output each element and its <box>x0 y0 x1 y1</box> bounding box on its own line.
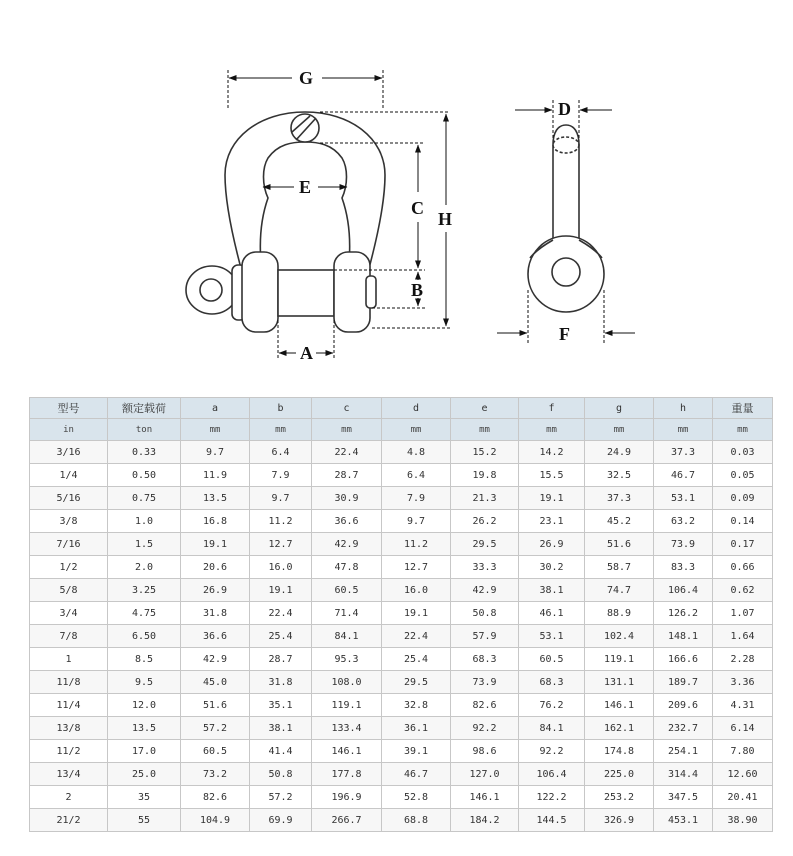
table-row <box>30 763 773 786</box>
table-cell: 453.1 <box>654 809 713 832</box>
table-cell: 174.8 <box>585 740 654 763</box>
table-cell: 106.4 <box>654 579 713 602</box>
table-cell: 0.66 <box>713 556 773 579</box>
table-body <box>30 441 773 832</box>
table-cell: 19.1 <box>181 533 250 556</box>
table-cell: 209.6 <box>654 694 713 717</box>
table-cell: 37.3 <box>654 441 713 464</box>
column-unit: mm <box>451 419 519 441</box>
table-cell: 35 <box>108 786 181 809</box>
table-cell: 7.9 <box>250 464 312 487</box>
table-cell: 11/4 <box>30 694 108 717</box>
column-header: 型号 <box>30 398 108 419</box>
table-cell: 13/4 <box>30 763 108 786</box>
table-cell: 0.17 <box>713 533 773 556</box>
table-row <box>30 740 773 763</box>
table-cell: 12.7 <box>382 556 451 579</box>
table-cell: 82.6 <box>181 786 250 809</box>
table-cell: 21.3 <box>451 487 519 510</box>
shackle-spec-table <box>29 397 773 832</box>
table-cell: 42.9 <box>181 648 250 671</box>
column-unit: mm <box>382 419 451 441</box>
table-cell: 11.9 <box>181 464 250 487</box>
table-cell: 32.5 <box>585 464 654 487</box>
table-cell: 13/8 <box>30 717 108 740</box>
table-cell: 30.9 <box>312 487 382 510</box>
table-cell: 58.7 <box>585 556 654 579</box>
table-cell: 36.1 <box>382 717 451 740</box>
column-header: b <box>250 398 312 419</box>
table-cell: 55 <box>108 809 181 832</box>
table-cell: 127.0 <box>451 763 519 786</box>
shackle-side-view <box>528 125 604 312</box>
table-cell: 31.8 <box>181 602 250 625</box>
table-cell: 36.6 <box>312 510 382 533</box>
table-cell: 21/2 <box>30 809 108 832</box>
table-cell: 314.4 <box>654 763 713 786</box>
table-row <box>30 671 773 694</box>
table-cell: 47.8 <box>312 556 382 579</box>
dimension-label-h: H <box>438 209 453 229</box>
table-cell: 63.2 <box>654 510 713 533</box>
table-cell: 4.31 <box>713 694 773 717</box>
table-cell: 1 <box>30 648 108 671</box>
table-cell: 102.4 <box>585 625 654 648</box>
table-cell: 41.4 <box>250 740 312 763</box>
table-cell: 12.60 <box>713 763 773 786</box>
table-cell: 52.8 <box>382 786 451 809</box>
table-cell: 24.9 <box>585 441 654 464</box>
table-cell: 19.1 <box>250 579 312 602</box>
table-cell: 31.8 <box>250 671 312 694</box>
table-cell: 148.1 <box>654 625 713 648</box>
table-cell: 3.25 <box>108 579 181 602</box>
table-cell: 254.1 <box>654 740 713 763</box>
table-cell: 3/8 <box>30 510 108 533</box>
table-cell: 38.1 <box>519 579 585 602</box>
column-unit: in <box>30 419 108 441</box>
table-cell: 28.7 <box>312 464 382 487</box>
table-cell: 5/16 <box>30 487 108 510</box>
table-cell: 1.5 <box>108 533 181 556</box>
table-cell: 57.2 <box>250 786 312 809</box>
column-unit: mm <box>312 419 382 441</box>
table-cell: 1.0 <box>108 510 181 533</box>
table-cell: 166.6 <box>654 648 713 671</box>
column-unit: mm <box>654 419 713 441</box>
table-cell: 7/16 <box>30 533 108 556</box>
table-cell: 25.0 <box>108 763 181 786</box>
table-cell: 45.0 <box>181 671 250 694</box>
table-cell: 0.09 <box>713 487 773 510</box>
table-cell: 126.2 <box>654 602 713 625</box>
table-cell: 133.4 <box>312 717 382 740</box>
table-cell: 98.6 <box>451 740 519 763</box>
shackle-front-view <box>186 112 385 332</box>
table-cell: 19.1 <box>519 487 585 510</box>
table-cell: 23.1 <box>519 510 585 533</box>
table-row <box>30 717 773 740</box>
table-cell: 6.4 <box>382 464 451 487</box>
table-cell: 29.5 <box>451 533 519 556</box>
table-cell: 11/8 <box>30 671 108 694</box>
column-header: h <box>654 398 713 419</box>
table-cell: 26.2 <box>451 510 519 533</box>
table-cell: 16.0 <box>382 579 451 602</box>
table-cell: 39.1 <box>382 740 451 763</box>
table-cell: 30.2 <box>519 556 585 579</box>
table-cell: 13.5 <box>108 717 181 740</box>
table-cell: 7.80 <box>713 740 773 763</box>
table-cell: 51.6 <box>181 694 250 717</box>
table-cell: 46.1 <box>519 602 585 625</box>
table-cell: 326.9 <box>585 809 654 832</box>
table-cell: 15.2 <box>451 441 519 464</box>
dimension-label-b: B <box>411 280 424 300</box>
table-cell: 57.9 <box>451 625 519 648</box>
table-cell: 19.1 <box>382 602 451 625</box>
table-cell: 22.4 <box>250 602 312 625</box>
column-header: d <box>382 398 451 419</box>
table-cell: 26.9 <box>519 533 585 556</box>
table-cell: 42.9 <box>312 533 382 556</box>
table-cell: 25.4 <box>382 648 451 671</box>
table-cell: 1.64 <box>713 625 773 648</box>
table-cell: 46.7 <box>654 464 713 487</box>
table-cell: 15.5 <box>519 464 585 487</box>
table-cell: 74.7 <box>585 579 654 602</box>
table-row <box>30 556 773 579</box>
table-cell: 50.8 <box>250 763 312 786</box>
dimension-label-a: A <box>300 343 313 363</box>
table-cell: 17.0 <box>108 740 181 763</box>
table-cell: 51.6 <box>585 533 654 556</box>
table-cell: 60.5 <box>181 740 250 763</box>
table-cell: 108.0 <box>312 671 382 694</box>
table-cell: 69.9 <box>250 809 312 832</box>
table-cell: 119.1 <box>585 648 654 671</box>
table-cell: 11.2 <box>382 533 451 556</box>
table-cell: 22.4 <box>312 441 382 464</box>
table-cell: 25.4 <box>250 625 312 648</box>
table-cell: 33.3 <box>451 556 519 579</box>
table-cell: 0.33 <box>108 441 181 464</box>
column-header: c <box>312 398 382 419</box>
table-cell: 6.4 <box>250 441 312 464</box>
table-cell: 144.5 <box>519 809 585 832</box>
table-cell: 0.03 <box>713 441 773 464</box>
table-cell: 92.2 <box>519 740 585 763</box>
dimension-label-d: D <box>558 99 571 119</box>
table-cell: 12.0 <box>108 694 181 717</box>
table-cell: 122.2 <box>519 786 585 809</box>
table-cell: 0.62 <box>713 579 773 602</box>
table-cell: 46.7 <box>382 763 451 786</box>
table-cell: 36.6 <box>181 625 250 648</box>
table-cell: 225.0 <box>585 763 654 786</box>
table-cell: 14.2 <box>519 441 585 464</box>
table-cell: 19.8 <box>451 464 519 487</box>
table-cell: 104.9 <box>181 809 250 832</box>
table-header-row <box>30 398 773 419</box>
table-cell: 88.9 <box>585 602 654 625</box>
table-row <box>30 579 773 602</box>
table-row <box>30 533 773 556</box>
table-cell: 68.8 <box>382 809 451 832</box>
table-cell: 196.9 <box>312 786 382 809</box>
table-cell: 22.4 <box>382 625 451 648</box>
table-cell: 1/4 <box>30 464 108 487</box>
table-cell: 4.8 <box>382 441 451 464</box>
table-cell: 177.8 <box>312 763 382 786</box>
table-cell: 60.5 <box>312 579 382 602</box>
table-cell: 20.41 <box>713 786 773 809</box>
table-cell: 131.1 <box>585 671 654 694</box>
table-row <box>30 510 773 533</box>
table-cell: 266.7 <box>312 809 382 832</box>
table-cell: 7.9 <box>382 487 451 510</box>
table-cell: 0.75 <box>108 487 181 510</box>
table-cell: 76.2 <box>519 694 585 717</box>
column-header: g <box>585 398 654 419</box>
table-cell: 73.9 <box>451 671 519 694</box>
table-row <box>30 648 773 671</box>
table-cell: 83.3 <box>654 556 713 579</box>
table-cell: 6.14 <box>713 717 773 740</box>
table-cell: 0.50 <box>108 464 181 487</box>
table-cell: 4.75 <box>108 602 181 625</box>
table-cell: 71.4 <box>312 602 382 625</box>
column-unit: mm <box>585 419 654 441</box>
table-cell: 2.0 <box>108 556 181 579</box>
table-cell: 2.28 <box>713 648 773 671</box>
table-cell: 0.05 <box>713 464 773 487</box>
table-cell: 1.07 <box>713 602 773 625</box>
table-cell: 2 <box>30 786 108 809</box>
table-cell: 9.7 <box>181 441 250 464</box>
column-header: 额定载荷 <box>108 398 181 419</box>
table-cell: 5/8 <box>30 579 108 602</box>
table-cell: 95.3 <box>312 648 382 671</box>
table-cell: 26.9 <box>181 579 250 602</box>
dimension-label-g: G <box>299 68 314 88</box>
table-row <box>30 487 773 510</box>
shackle-diagram <box>0 0 793 375</box>
table-cell: 32.8 <box>382 694 451 717</box>
table-cell: 73.9 <box>654 533 713 556</box>
table-cell: 9.7 <box>382 510 451 533</box>
table-cell: 68.3 <box>451 648 519 671</box>
table-cell: 146.1 <box>451 786 519 809</box>
table-cell: 68.3 <box>519 671 585 694</box>
table-row <box>30 694 773 717</box>
column-header: f <box>519 398 585 419</box>
table-cell: 42.9 <box>451 579 519 602</box>
table-cell: 253.2 <box>585 786 654 809</box>
table-cell: 16.8 <box>181 510 250 533</box>
table-cell: 29.5 <box>382 671 451 694</box>
table-cell: 53.1 <box>519 625 585 648</box>
column-header: 重量 <box>713 398 773 419</box>
table-cell: 184.2 <box>451 809 519 832</box>
table-cell: 50.8 <box>451 602 519 625</box>
table-cell: 37.3 <box>585 487 654 510</box>
table-row <box>30 809 773 832</box>
column-unit: mm <box>713 419 773 441</box>
table-cell: 232.7 <box>654 717 713 740</box>
table-row <box>30 625 773 648</box>
column-unit: mm <box>519 419 585 441</box>
table-cell: 3.36 <box>713 671 773 694</box>
table-row <box>30 464 773 487</box>
table-cell: 57.2 <box>181 717 250 740</box>
table-cell: 35.1 <box>250 694 312 717</box>
table-cell: 189.7 <box>654 671 713 694</box>
table-cell: 13.5 <box>181 487 250 510</box>
table-cell: 3/16 <box>30 441 108 464</box>
table-cell: 53.1 <box>654 487 713 510</box>
table-units-row <box>30 419 773 441</box>
table-cell: 38.1 <box>250 717 312 740</box>
table-row <box>30 786 773 809</box>
table-cell: 9.5 <box>108 671 181 694</box>
table-row <box>30 441 773 464</box>
table-cell: 8.5 <box>108 648 181 671</box>
table-cell: 20.6 <box>181 556 250 579</box>
table-cell: 0.14 <box>713 510 773 533</box>
table-cell: 11.2 <box>250 510 312 533</box>
table-cell: 12.7 <box>250 533 312 556</box>
table-cell: 347.5 <box>654 786 713 809</box>
dimension-label-f: F <box>559 324 570 344</box>
table-cell: 82.6 <box>451 694 519 717</box>
table-cell: 9.7 <box>250 487 312 510</box>
dimension-label-e: E <box>299 177 312 197</box>
table-cell: 7/8 <box>30 625 108 648</box>
table-cell: 60.5 <box>519 648 585 671</box>
table-cell: 45.2 <box>585 510 654 533</box>
table-cell: 119.1 <box>312 694 382 717</box>
table-cell: 162.1 <box>585 717 654 740</box>
table-cell: 38.90 <box>713 809 773 832</box>
table-cell: 106.4 <box>519 763 585 786</box>
table-cell: 84.1 <box>312 625 382 648</box>
table-cell: 92.2 <box>451 717 519 740</box>
table-cell: 1/2 <box>30 556 108 579</box>
table-cell: 6.50 <box>108 625 181 648</box>
table-row <box>30 602 773 625</box>
table-cell: 146.1 <box>312 740 382 763</box>
table-cell: 11/2 <box>30 740 108 763</box>
table-cell: 3/4 <box>30 602 108 625</box>
dimension-label-c: C <box>411 198 424 218</box>
table-cell: 146.1 <box>585 694 654 717</box>
column-unit: mm <box>250 419 312 441</box>
column-header: e <box>451 398 519 419</box>
table-cell: 73.2 <box>181 763 250 786</box>
column-unit: ton <box>108 419 181 441</box>
table-cell: 16.0 <box>250 556 312 579</box>
column-header: a <box>181 398 250 419</box>
table-cell: 28.7 <box>250 648 312 671</box>
table-cell: 84.1 <box>519 717 585 740</box>
column-unit: mm <box>181 419 250 441</box>
